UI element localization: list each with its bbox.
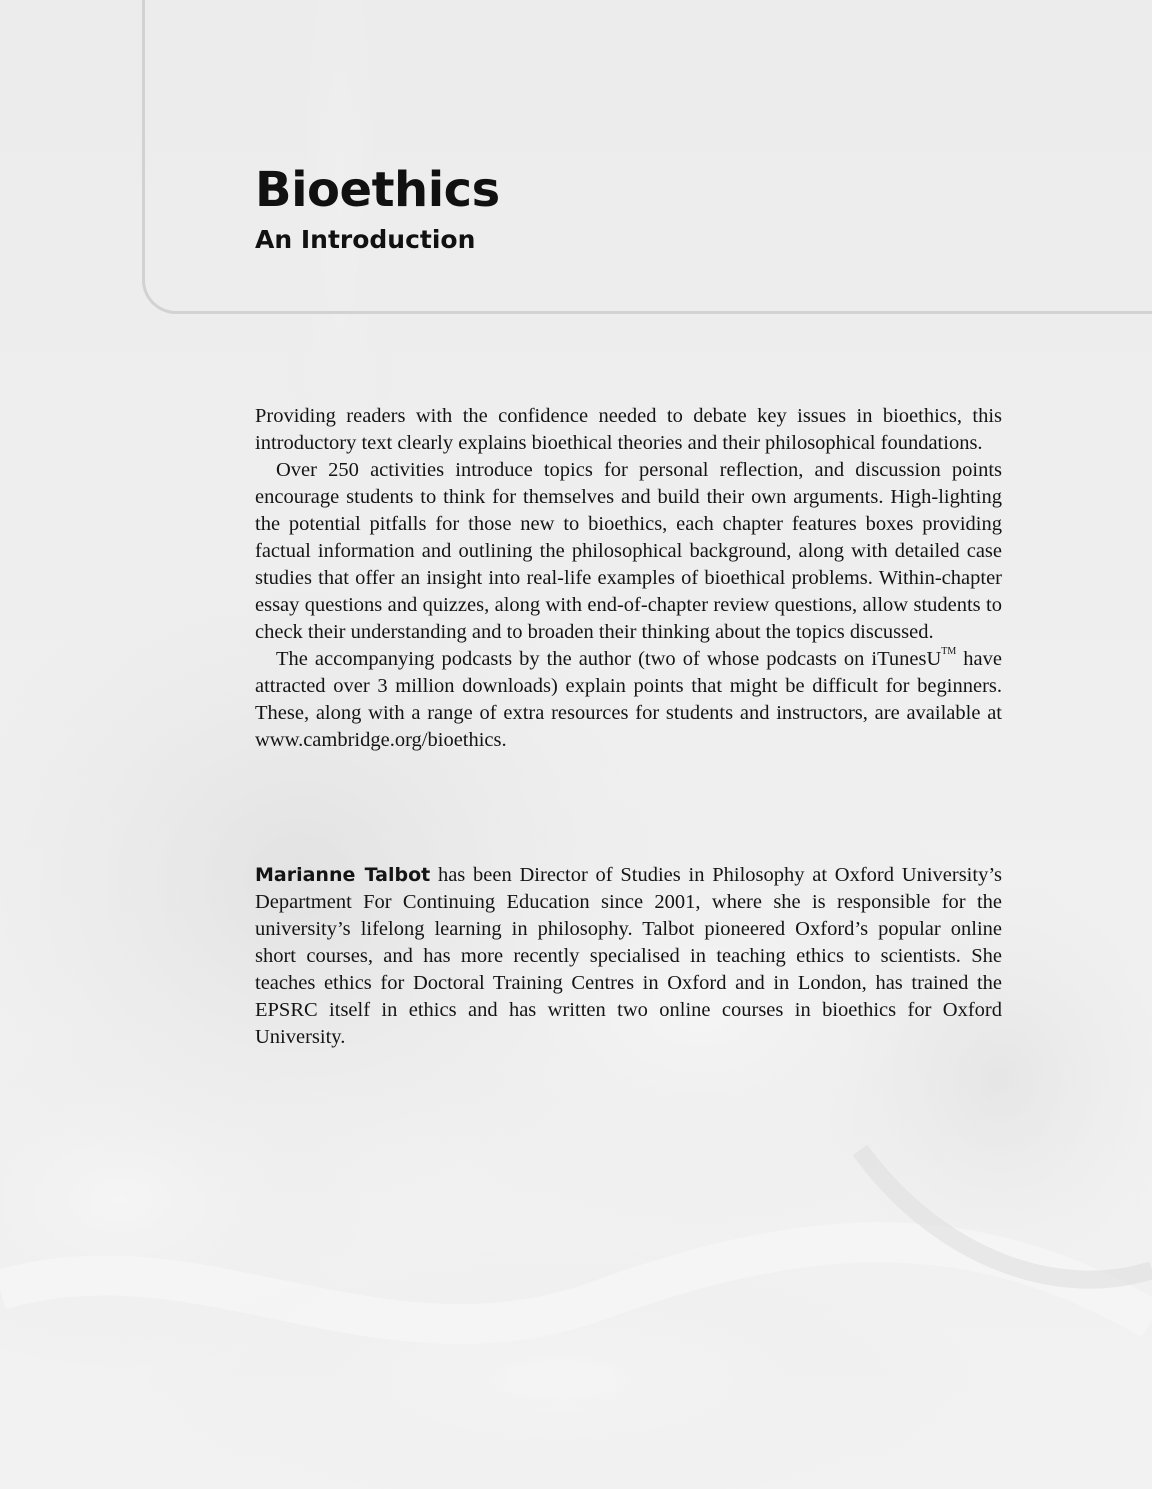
blurb-paragraph-podcasts [255,646,1002,754]
podcast-text-start: The accompanying podcasts by the author (two of whose podcasts on iTunesU [276,648,942,670]
title-panel [142,0,1152,314]
author-bio-text: has been Director of Studies in Philosophy at Oxford University’s Department For Continuing Education since 2001, where she is responsible for the university’s lifelong learning in philosophy. Talbot pioneered Oxford’s popular online short courses, and has more recently specialised in teaching ethics to scientists. She teaches ethics for Doctoral Training Centres in Oxford and in London, has trained the EPSRC itself in ethics and has written two online courses in bioethics for Oxford University. [255,864,1002,1048]
author-bio [255,862,1002,1051]
blurb-paragraph: Providing readers with the confidence needed to debate key issues in bioethics, this introductory text clearly explains bioethical theories and their philosophical foundations. [255,405,1002,454]
podcast-text-end: have attracted over 3 million downloads) explain points that might be difficult for beginners. These, along with a range of extra resources for students and instructors, are available at www.cambridge.org/bioethics. [255,648,1002,751]
book-title: Bioethics [255,162,500,218]
trademark-mark: TM [941,646,957,657]
author-name: Marianne Talbot [255,864,431,886]
blurb-paragraph: Over 250 activities introduce topics for personal reflection, and discussion points encourage students to think for themselves and build their own arguments. High-lighting the potential pitfalls for those new to bioethics, each chapter features boxes providing factual information and outlining the philosophical background, along with detailed case studies that offer an insight into real-life examples of bioethical problems. Within-chapter essay questions and quizzes, along with end-of-chapter review questions, allow students to check their understanding and to broaden their thinking about the topics discussed. [255,459,1002,643]
blurb [255,403,1002,754]
book-subtitle: An Introduction [255,225,476,254]
